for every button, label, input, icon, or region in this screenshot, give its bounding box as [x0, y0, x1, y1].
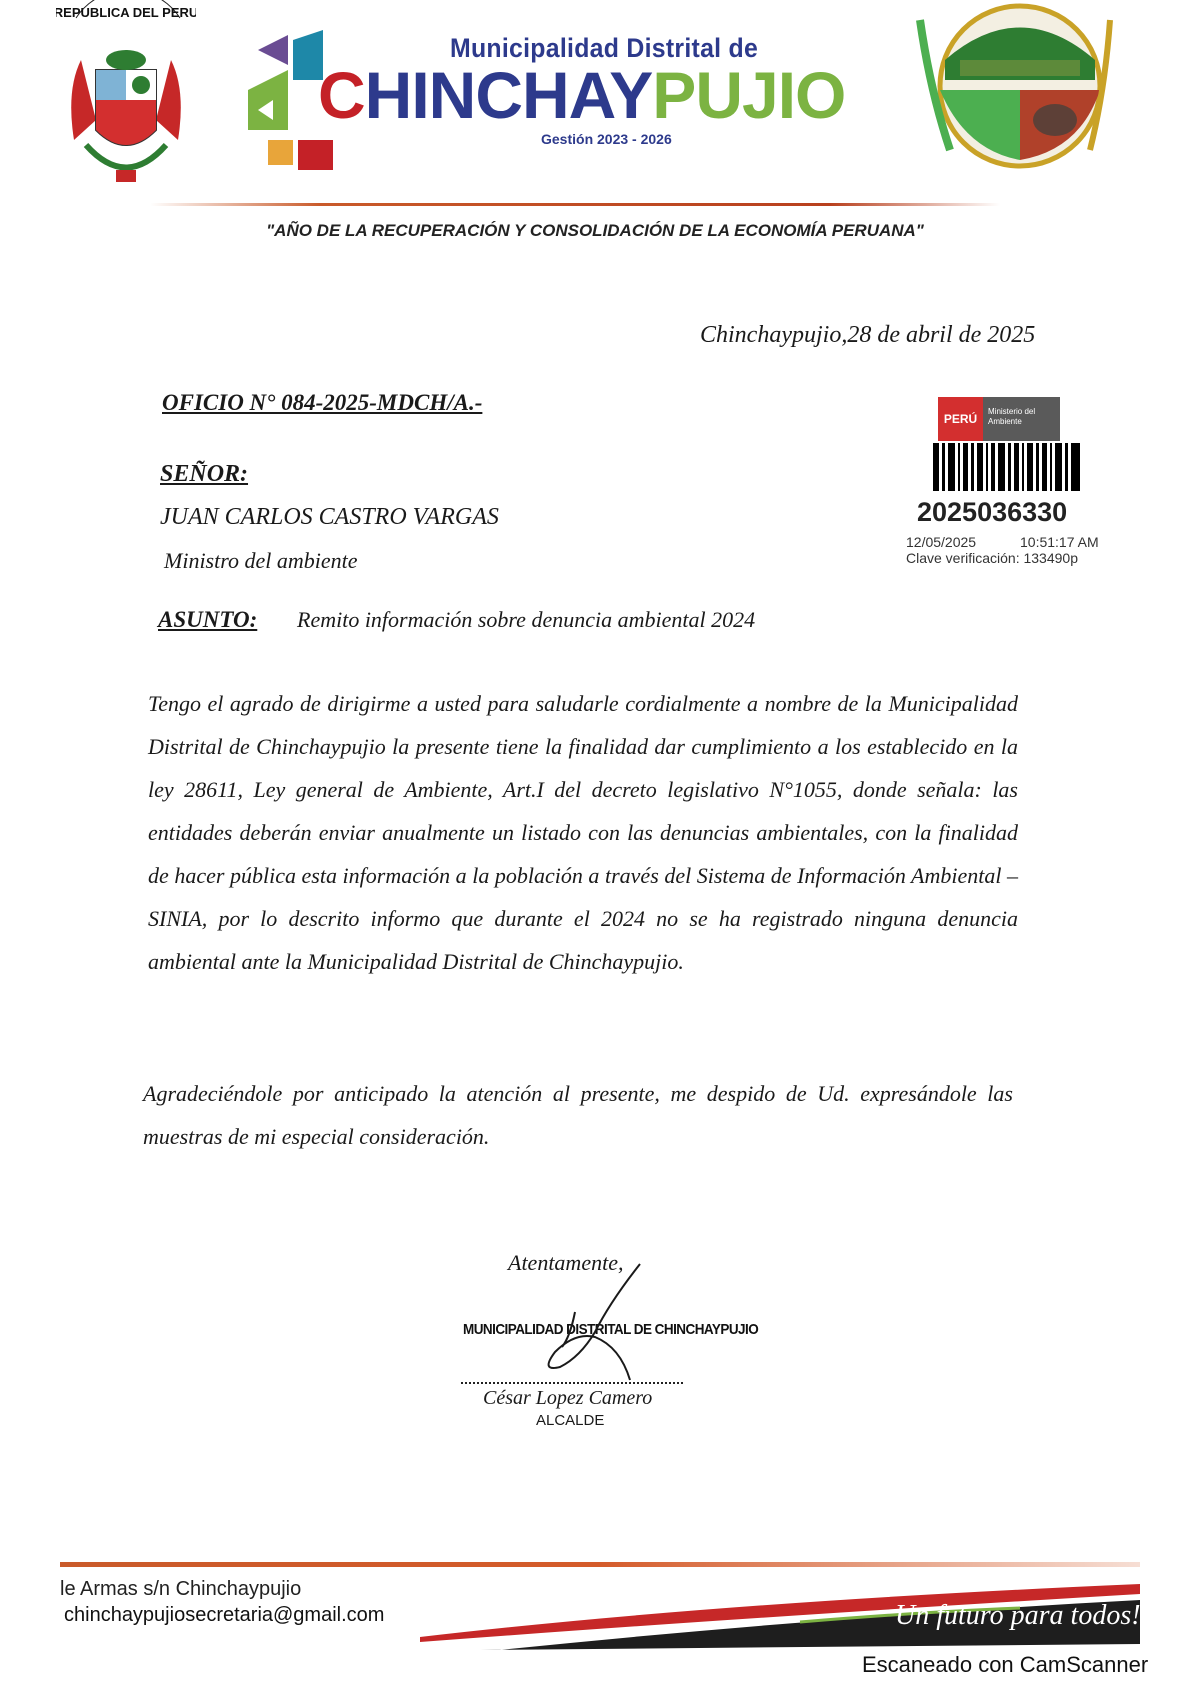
scanner-watermark: Escaneado con CamScanner	[862, 1652, 1149, 1677]
recipient-name: JUAN CARLOS CASTRO VARGAS	[160, 504, 499, 530]
registration-time: 10:51:17 AM	[1020, 534, 1099, 550]
footer-divider	[60, 1562, 1140, 1567]
salutation: SEÑOR:	[160, 461, 249, 487]
barcode	[933, 443, 1080, 491]
municipality-line: Municipalidad Distrital de	[450, 33, 759, 63]
municipality-name-part1: C	[318, 58, 365, 132]
body-paragraph-1: Tengo el agrado de dirigirme a usted para saludarle cordialmente a nombre de la Municipalidad Distrital de Chinchaypujio la presente tiene la finalidad dar cumplimiento a los establecido en la ley 28611, Ley general de Ambiente, Art.I del decreto legislativo N°1055, donde señala: las entidades deberán enviar anualmente un listado con las denuncias ambientales, con la finalidad de hacer pública esta información a la población a través del Sistema de Información Ambiental – SINIA, por lo descrito informo que durante el 2024 no se ha registrado ninguna denuncia ambiental ante la Municipalidad Distrital de Chinchaypujio.	[148, 691, 1018, 974]
district-seal	[915, 0, 1115, 172]
body-paragraph-2: Agradeciéndole por anticipado la atención al presente, me despido de Ud. expresándole las muestras de mi especial consideración.	[143, 1081, 1013, 1149]
place-date: Chinchaypujio,28 de abril de 2025	[700, 322, 1036, 348]
oficio-number: OFICIO N° 084-2025-MDCH/A.-	[162, 390, 483, 415]
stamp-ministry: Ministerio del Ambiente	[988, 407, 1036, 426]
gestion-period: Gestión 2023 - 2026	[541, 131, 672, 147]
footer-email: chinchaypujiosecretaria@gmail.com	[64, 1604, 385, 1626]
signer-name: César Lopez Camero	[483, 1387, 653, 1409]
municipality-name-part3: PUJIO	[652, 58, 846, 132]
municipality-name	[318, 58, 846, 132]
closing: Atentamente,	[508, 1250, 624, 1275]
subject-label: ASUNTO:	[158, 607, 258, 632]
header-divider	[150, 203, 1000, 206]
verification-code: Clave verificación: 133490p	[906, 550, 1078, 566]
recipient-role: Ministro del ambiente	[164, 548, 358, 573]
peru-coat-of-arms	[56, 0, 196, 196]
stamp-country: PERÚ	[938, 397, 983, 441]
signature-line	[461, 1382, 683, 1384]
registration-number: 2025036330	[917, 497, 1068, 527]
year-motto: "AÑO DE LA RECUPERACIÓN Y CONSOLIDACIÓN DE LA ECONOMÍA PERUANA"	[266, 221, 924, 240]
signer-title: ALCALDE	[536, 1412, 605, 1429]
official-stamp-text: MUNICIPALIDAD DISTRITAL DE CHINCHAYPUJIO	[463, 1321, 759, 1338]
footer-slogan: Un futuro para todos!	[895, 1600, 1141, 1631]
seal-text: REPUBLICA DEL PERU	[56, 5, 196, 20]
registration-date: 12/05/2025	[906, 534, 977, 550]
subject-text: Remito información sobre denuncia ambiental 2024	[297, 607, 756, 632]
municipality-name-part2: HINCHAY	[364, 58, 653, 132]
handwritten-signature	[500, 1262, 670, 1392]
footer-address: le Armas s/n Chinchaypujio	[60, 1578, 302, 1600]
